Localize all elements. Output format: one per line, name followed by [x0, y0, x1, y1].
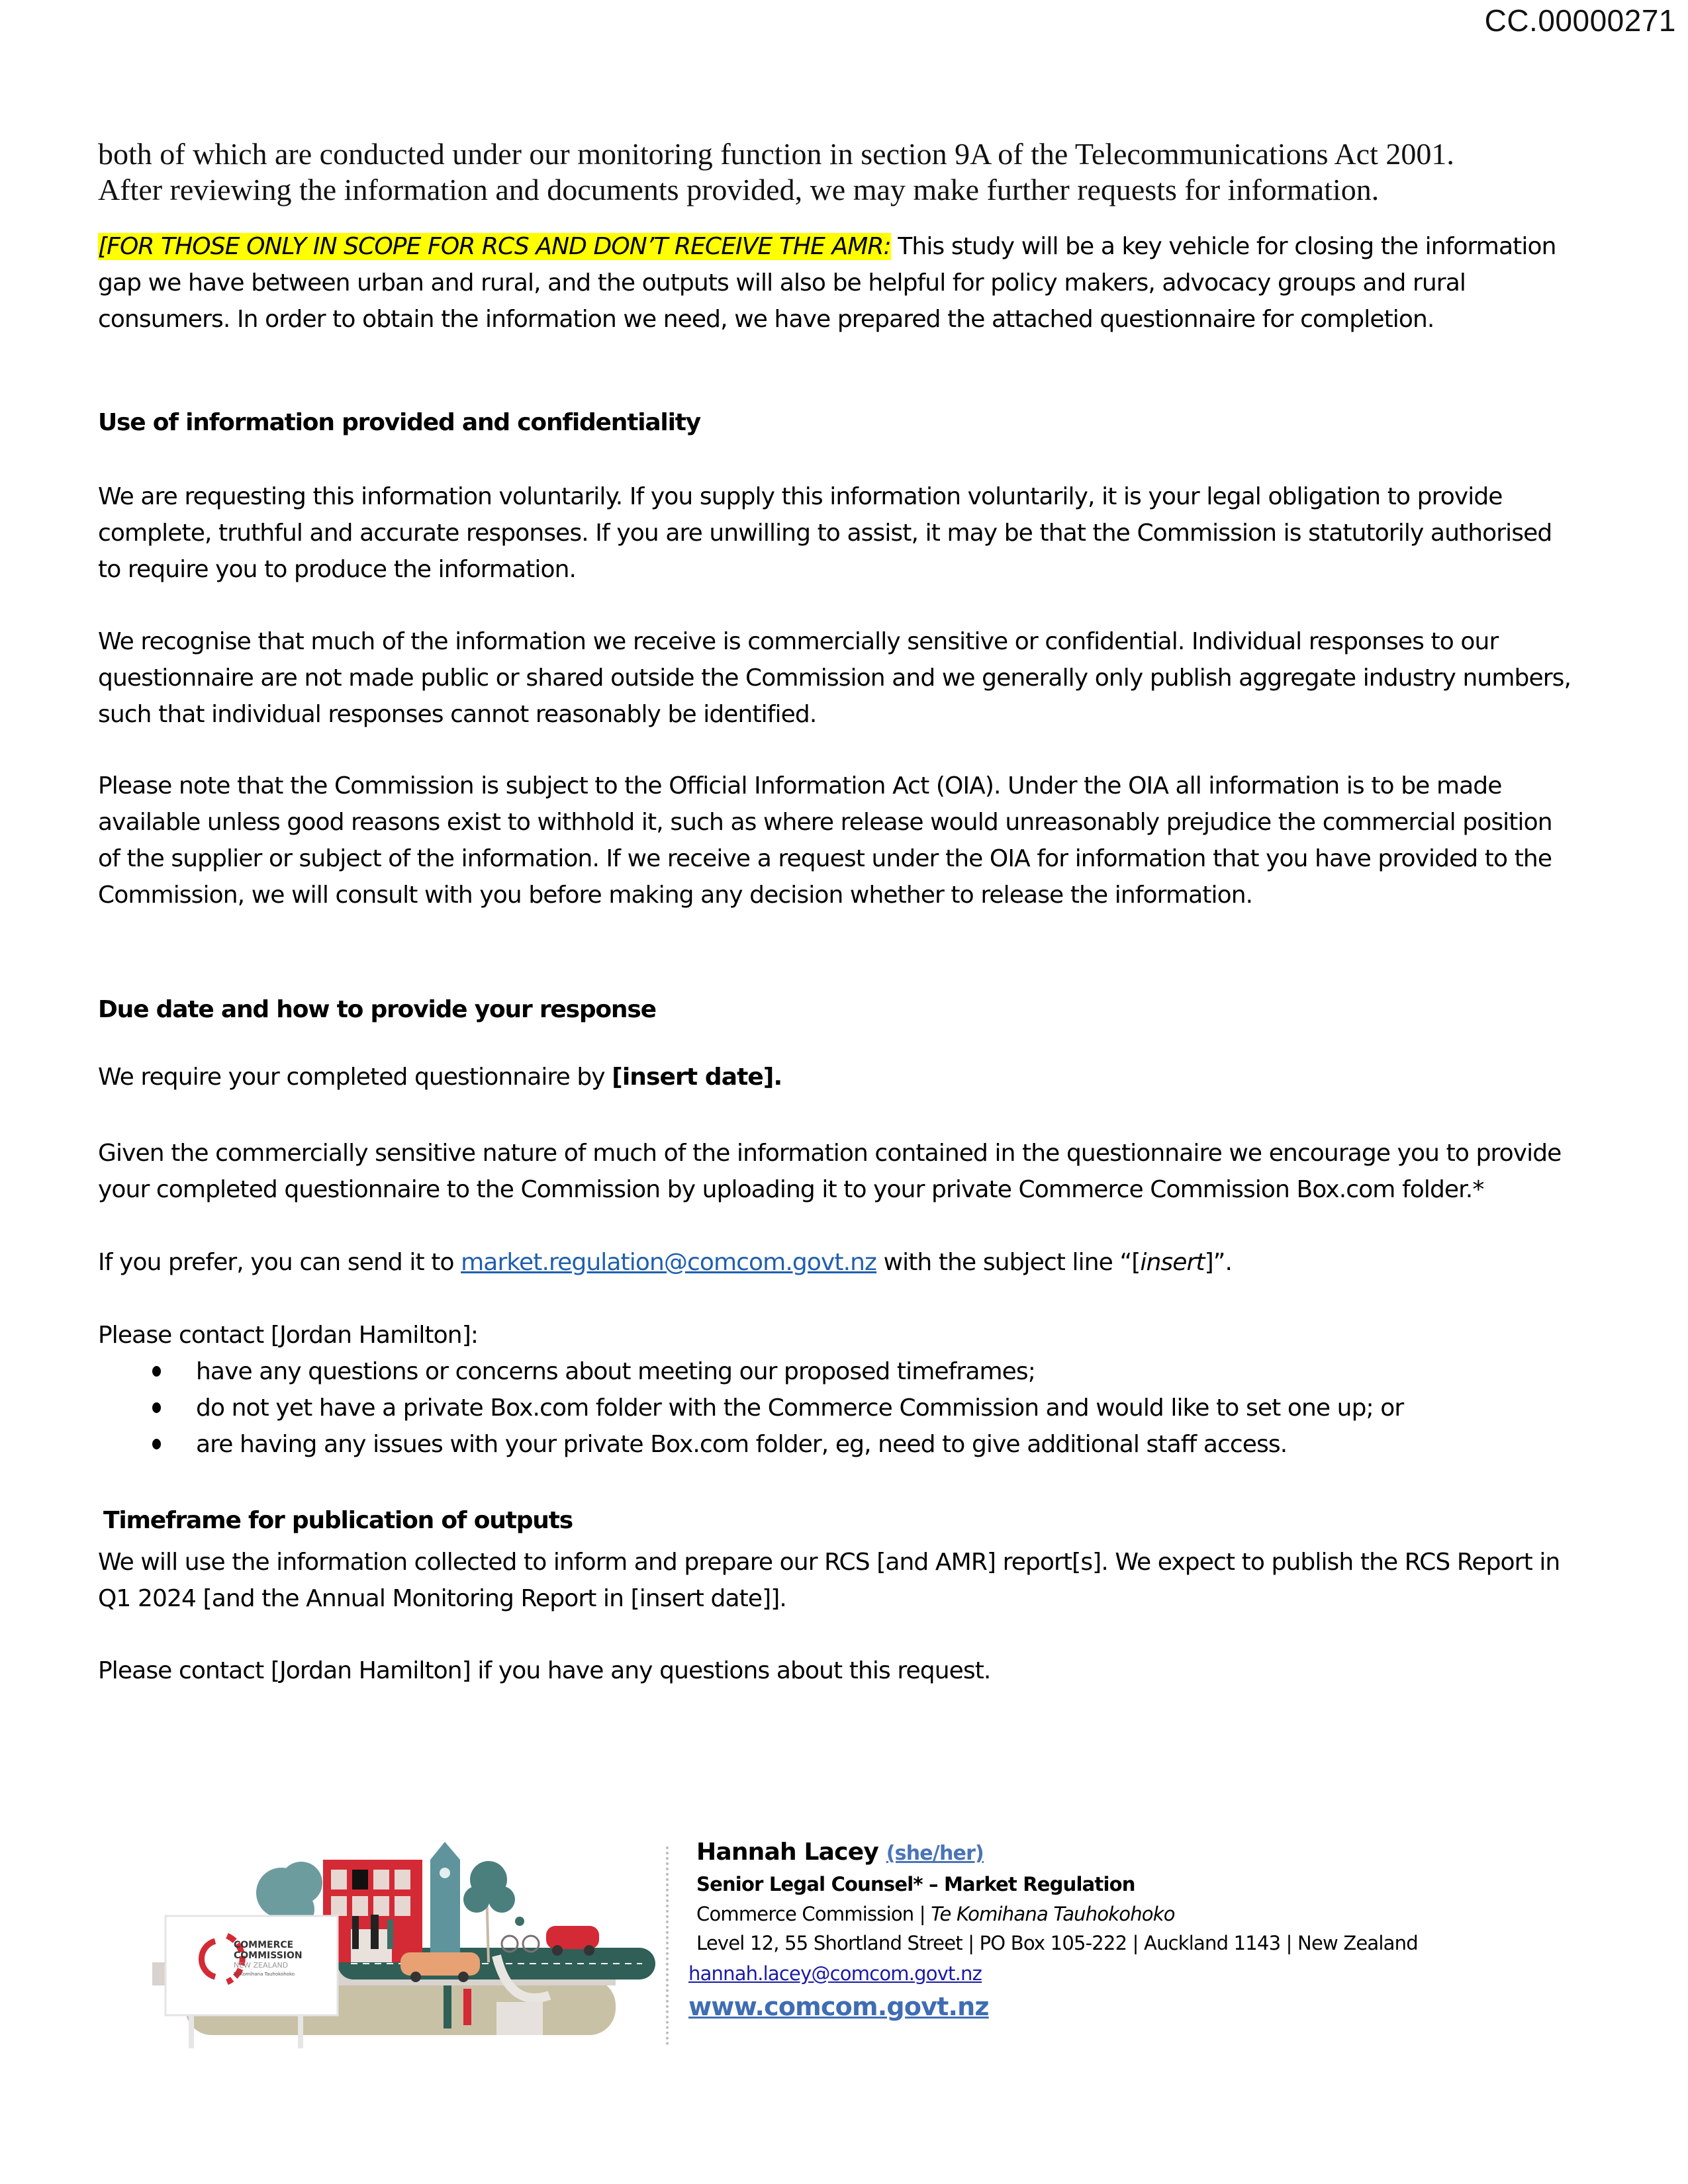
closing-paragraph: Please contact [Jordan Hamilton] if you have any questions about this request.	[98, 1657, 991, 1684]
bates-number: CC.00000271	[1484, 3, 1676, 38]
heading-timeframe: Timeframe for publication of outputs	[103, 1507, 573, 1534]
scope-note-text: This study will be a key vehicle for closing the information gap we have between urban and rural, and the outputs will also be helpful for policy makers, advocacy groups and rural consumers. In order to obtain the information we need, we have prepared the attached questionnaire for completion.	[98, 233, 1556, 333]
signature-address: Level 12, 55 Shortland Street | PO Box 105-222 | Auckland 1143 | New Zealand	[696, 1932, 1418, 1954]
list-item	[98, 1353, 1581, 1390]
logo-text-line2: COMMISSION	[234, 1950, 303, 1961]
signature-name-line	[696, 1837, 1418, 1869]
contact-bullet-list	[98, 1353, 1581, 1463]
intro-line-1: both of which are conducted under our monitoring function in section 9A of the Telecommunications Act 2001.	[98, 137, 1454, 171]
signature-separator	[666, 1846, 669, 2045]
timeframe-paragraph: We will use the information collected to inform and prepare our RCS [and AMR] report[s]. We expect to publish the RCS Report in Q1 2024 [and the Annual Monitoring Report in [insert date]].	[98, 1549, 1560, 1612]
logo-text-line3: NEW ZEALAND	[234, 1961, 289, 1970]
scope-note-highlight: [FOR THOSE ONLY IN SCOPE FOR RCS AND DON’T RECEIVE THE AMR:	[98, 233, 891, 260]
market-regulation-email-link[interactable]: market.regulation@comcom.govt.nz	[461, 1249, 877, 1276]
pronouns-link[interactable]: (she/her)	[886, 1842, 984, 1865]
email-suffix-end: ]”.	[1204, 1249, 1233, 1276]
signature-org-maori: Te Komihana Tauhokohoko	[931, 1903, 1175, 1925]
signature-org	[696, 1899, 1418, 1929]
email-signature	[688, 1837, 1418, 2024]
contact-intro: Please contact [Jordan Hamilton]:	[98, 1322, 479, 1349]
signature-website-link[interactable]: www.comcom.govt.nz	[688, 1992, 989, 2021]
heading-due-date: Due date and how to provide your response	[98, 996, 656, 1023]
bullet-text: are having any issues with your private Box.com folder, eg, need to give additional staff access.	[196, 1431, 1288, 1458]
list-item	[98, 1390, 1581, 1426]
scope-note-paragraph	[98, 228, 1581, 338]
bullet-text: have any questions or concerns about meeting our proposed timeframes;	[196, 1358, 1035, 1385]
upload-paragraph: Given the commercially sensitive nature of much of the information contained in the questionnaire we encourage you to provide your completed questionnaire to the Commission by uploading it to your private Commerce Commission Box.com folder.*	[98, 1140, 1562, 1203]
orange-car-icon	[400, 1952, 480, 1976]
intro-line-2: After reviewing the information and documents provided, we may make further requests for information.	[98, 173, 1380, 206]
signature-role: Senior Legal Counsel* – Market Regulation	[696, 1873, 1135, 1895]
due-date-placeholder: [insert date].	[612, 1064, 782, 1091]
email-prefix: If you prefer, you can send it to	[98, 1249, 461, 1276]
confidentiality-paragraph-3: Please note that the Commission is subject to the Official Information Act (OIA). Under the OIA all information is to be made available unless good reasons exist to withhold it, such as where release would unreasonably prejudice the commercial position of the supplier or subject of the information. If we receive a request under the OIA for information that you have provided to the Commission, we will consult with you before making any decision whether to release the information.	[98, 772, 1552, 909]
logo-text-line1: COMMERCE	[234, 1940, 294, 1950]
people-icon	[352, 1916, 359, 1949]
logo-text-line4: Te Komihana Tauhokohoko	[234, 1972, 295, 1977]
signature-org-name: Commerce Commission |	[696, 1903, 931, 1925]
confidentiality-paragraph-1: We are requesting this information voluntarily. If you supply this information voluntarily, it is your legal obligation to provide complete, truthful and accurate responses. If you are unwilling to assist, it may be that the Commission is statutorily authorised to require you to produce the information.	[98, 483, 1552, 583]
signature-email-link[interactable]: hannah.lacey@comcom.govt.nz	[688, 1962, 982, 1985]
confidentiality-paragraph-2: We recognise that much of the information we receive is commercially sensitive or confidential. Individual responses to our questionnaire are not made public or shared outside the Commission and we generally only publish aggregate industry numbers, such that individual responses cannot reasonably be identified.	[98, 628, 1571, 728]
bullet-icon	[152, 1402, 161, 1413]
bullet-icon	[152, 1439, 161, 1449]
commerce-commission-illustration	[152, 1837, 655, 2062]
email-suffix-italic: insert	[1140, 1249, 1205, 1276]
bullet-icon	[152, 1366, 161, 1377]
due-date-line	[98, 1059, 782, 1095]
list-item	[98, 1426, 1581, 1463]
email-line	[98, 1244, 1232, 1281]
due-date-text: We require your completed questionnaire by	[98, 1064, 612, 1091]
bullet-text: do not yet have a private Box.com folder with the Commerce Commission and would like to set one up; or	[196, 1394, 1404, 1422]
heading-confidentiality: Use of information provided and confidentiality	[98, 409, 700, 436]
signature-name: Hannah Lacey	[696, 1839, 878, 1866]
email-suffix: with the subject line “[	[876, 1249, 1141, 1276]
